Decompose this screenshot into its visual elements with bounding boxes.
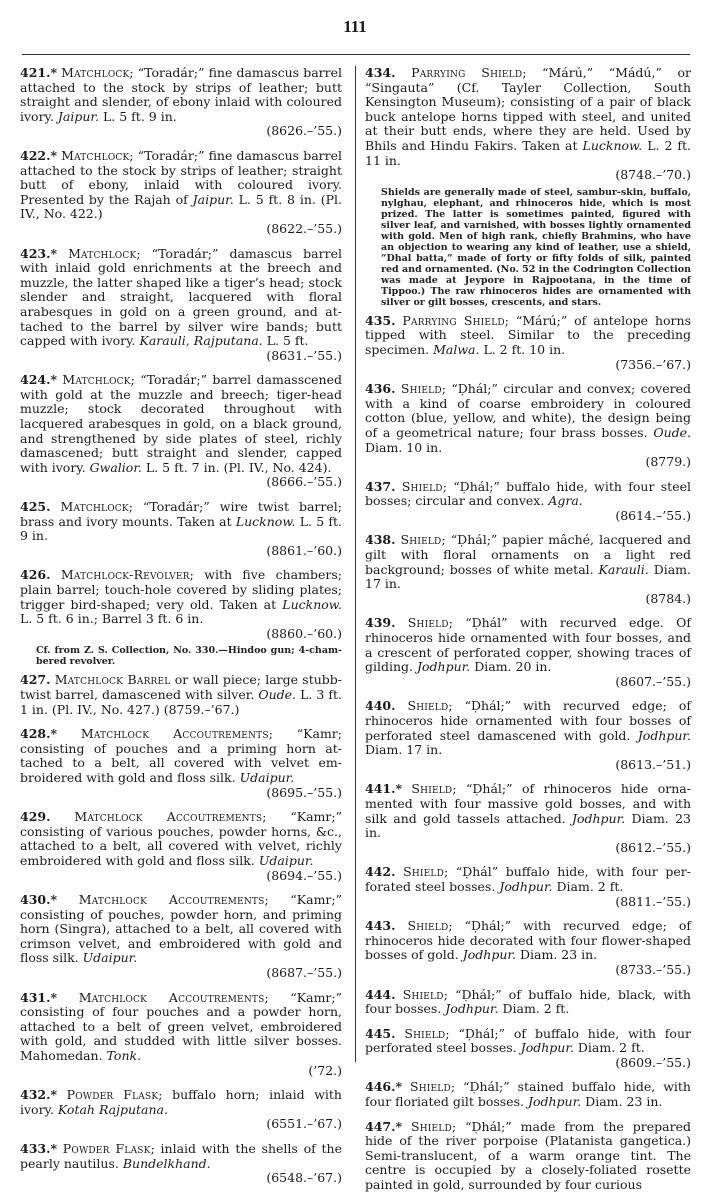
entry-title: Shield [402,986,444,1002]
entry-note: Cf. from Z. S. Collection, No. 330.—Hindoo gun; 4-chambered revolver. [36,645,342,668]
entry-reference: (8733.–’55.) [615,961,691,977]
entry-description: ; “Ḍhál;” of buffalo hide, with four perforated steel bosses. [365,1025,691,1056]
entry-description: ; “Kamr;” consisting of pouches, powder horn, and priming horn (Singra), attached to a belt, all covered with crimson velvet, and embroidered with gold and floss silk. [20,892,342,966]
entry-reference: (8695.–’55.) [266,784,342,800]
entry-number: 425. [20,499,51,515]
entry-dimensions: L. 2 ft. 11 in. [365,137,692,168]
entry-reference: (8609.–’55.) [615,1054,691,1070]
entry-dimensions: Diam. 2 ft. [556,878,624,894]
entry-description: ; with five chambers; plain barrel; touch-hole covered by sliding plates; trigger bird-shaped; very old. Taken at [20,567,342,612]
catalogue-entry [365,480,691,524]
entry-description: ; “Ḍhál;” with recurved edge; of rhinoceros hide ornamented with four bosses of perforated steel damascened with gold. [365,698,691,743]
entry-reference: (8784.) [645,590,691,606]
entry-number: 428.* [20,726,57,742]
entry-description: ; “Márú;” of antelope horns tipped with steel. Similar to the preceding specimen. [365,312,691,357]
entry-number: 446.* [365,1079,402,1095]
entry-number: 429. [20,809,51,825]
entry-place: Agra. [548,493,583,509]
entry-title: Shield [407,698,449,714]
catalogue-entry [20,373,342,490]
entry-number: 430.* [20,892,57,908]
header-rule [22,54,690,55]
entry-place: Karauli, Rajputana. [139,333,263,349]
entry-description: ; “Márú,” “Mádú,” or “Singauta” (Cf. Tayler Collection, South Kensington Museum); consisting of a pair of black buck antelope horns tipped with steel, and united at their butt ends, where they are held. Used by Bhils and Hindu Fakirs. Taken at [365,65,691,153]
entry-title: Shield [400,381,442,397]
entry-description: ; “Ḍhál” with recurved edge. Of rhinoceros hide ornamented with four bosses, and a crescent of perforated copper, showing traces of gilding. [365,615,691,675]
catalogue-entry [20,66,342,139]
entry-dimensions: Diam. 2 ft. [577,1040,645,1056]
entry-reference: (7356.–’67.) [615,356,691,372]
entry-reference: (8811.–’55.) [615,893,691,909]
catalogue-entry [365,382,691,470]
entry-place: Jodhpur. [637,727,691,743]
entry-title: Matchlock [68,245,137,261]
entry-description: ; “Kamr; consisting of pouches and a priming horn attached to a belt, all covered with velvet embroidered with gold and floss silk. [20,726,342,785]
catalogue-entry [20,991,342,1079]
catalogue-entry [365,865,691,909]
entry-gap [20,1190,342,1196]
entry-reference: (8748.–’70.) [615,167,691,183]
page-number: 111 [343,17,367,36]
entry-number: 436. [365,381,396,397]
entry-place: Malwa. [433,341,480,357]
entry-number: 437. [365,478,396,494]
entry-reference: (6551.–’67.) [266,1116,342,1132]
entry-reference: (8622.–’55.) [266,220,342,236]
entry-place: Jodhpur. [571,810,626,826]
entry-description: ; “Kamr;” consisting of various pouches, powder horns, &c., attached to a belt, all covered with velvet, richly embroidered with gold and floss silk. [20,809,342,868]
entry-description: ; “Ḍhál;” of rhinoceros hide ornamented with four massive gold bosses, and with silk and gold tassels attached. [365,781,691,826]
entry-place: Gwalior. [89,459,142,475]
catalogue-entry [365,616,691,689]
entry-title: Matchlock Accoutrements [80,726,269,742]
entry-dimensions: Diam. 17 in. [365,561,691,592]
entry-dimensions: Diam. 2 ft. [502,1001,570,1017]
catalogue-entry [20,727,342,800]
entry-dimensions: Diam. 10 in. [365,439,443,455]
entry-title: Shield [403,864,444,880]
entry-place: Udaipur. [239,769,295,785]
entry-description: ; “Toradár;” fine damascus barrel attached to the stock by strips of leather; butt straight and slender, of ebony inlaid with coloured ivory. [20,65,342,124]
entry-title: Shield [411,781,453,797]
entry-description: ; “Toradár;” damascus barrel with inlaid gold enrichments at the breech and muzzle, the latter shaped like a tiger’s head; stock slender and straight, lacquered with floral arabesques in gold on a green ground, and attached to the barrel by silver wire bands; butt capped with ivory. [20,245,342,349]
entry-number: 427. [20,672,51,688]
entry-title: Matchlock-Revolver [60,567,190,583]
entry-dimensions: L. 5 ft. 9 in. [20,513,342,544]
entry-description: or wall piece; large stubb-twist barrel, damascened with silver. [20,672,342,702]
entry-dimensions: Diam. 20 in. [474,659,552,675]
entry-title: Shield [407,918,449,934]
left-column [20,66,342,1196]
entry-title: Shield [404,1025,446,1041]
catalogue-entry [20,568,342,641]
entry-title: Shield [407,615,449,631]
entry-description: ; “Toradár;” fine damascus barrel attached to the stock by strips of leather; straight butt of ebony, inlaid with coloured ivory. Presented by the Rajah of [20,147,342,207]
entry-dimensions: L. 3 ft. 1 in. (Pl. IV., No. 427.) (8759.–’67.) [20,686,342,717]
entry-place: Kotah Rajputana. [57,1101,168,1117]
entry-place: Oude. [653,424,691,440]
entry-dimensions: Diam. 23 in. [519,947,598,963]
entry-title: Shield [400,532,442,548]
entry-title: Matchlock Accoutrements [74,809,263,825]
entry-title: Shield [409,1079,451,1095]
entry-place: Lucknow. [582,137,643,153]
entry-dimensions: L. 5 ft. 9 in. [103,108,177,124]
entry-title: Matchlock [62,372,131,388]
entry-reference: (8687.–’55.) [266,965,342,981]
entry-place: Lucknow. [235,513,296,529]
catalogue-entry [365,699,691,772]
entry-reference: (8626.–’55.) [266,123,342,139]
column-divider [355,66,356,1062]
entry-place: Udaipur. [258,852,314,868]
entry-title: Matchlock Accoutrements [78,892,265,908]
entry-reference: (8613.–’51.) [615,756,691,772]
entry-reference: (’72.) [308,1062,342,1078]
entry-reference: (8861.–’60.) [266,542,342,558]
entry-dimensions: Diam. 23 in. [365,810,691,841]
entry-place: Jodhpur. [462,947,516,963]
entry-number: 433.* [20,1141,57,1156]
entry-number: 422.* [20,147,57,163]
catalogue-entry [365,1080,691,1109]
entry-dimensions: L. 5 ft. 7 in. (Pl. IV., No. 424). [145,459,332,475]
catalogue-entry [365,782,691,855]
catalogue-entry [20,500,342,558]
entry-place: Bundelkhand. [122,1155,211,1171]
entry-description: ; “Ḍhál;” of buffalo hide, black, with four bosses. [365,986,691,1017]
entry-number: 423.* [20,245,57,261]
entry-description: ; inlaid with the shells of the pearly nautilus. [20,1141,342,1171]
entry-description: ; “Ḍhál;” papier mâché, lacquered and gilt with floral ornaments on a light red background; bosses of white metal. [365,532,691,577]
entry-title: Matchlock [61,65,130,80]
entry-reference: (8694.–’55.) [266,867,342,883]
entry-description: ; “Kamr;” consisting of four pouches and a powder horn, attached to a belt of green velvet, embroidered with gold, and studded with little silver bosses. Mahomedan. [20,989,342,1064]
entry-title: Shield [401,478,443,494]
entry-number: 440. [365,698,396,714]
catalogue-entry [365,533,691,606]
entry-number: 435. [365,312,396,328]
entry-description: ; “Ḍhál;” made from the prepared hide of the river porpoise (Platanista gangetica.) Semi-translucent, of a warm orange tint. The centre is occupied by a closely-foliated rosette painted in gold, surrounded by four curious [365,1118,691,1193]
entry-number: 432.* [20,1087,57,1103]
entry-number: 424.* [20,372,57,388]
entry-dimensions: L. 5 ft. [266,333,309,349]
right-column [365,66,691,1203]
entry-reference: (8631.–’55.) [266,347,342,363]
catalogue-entry [365,1027,691,1071]
entry-dimensions: Diam. 17 in. [365,742,443,758]
entry-place: Tonk. [106,1048,142,1064]
entry-number: 439. [365,615,396,631]
entry-reference: (8614.–’55.) [615,507,691,523]
entry-dimensions: L. 5 ft. 6 in.; Barrel 3 ft. 6 in. [20,611,204,627]
entry-description: ; “Ḍhál” buffalo hide, with four perforated steel bosses. [365,864,691,894]
catalogue-entry [365,314,691,372]
entry-dimensions: Diam. 23 in. [585,1094,663,1110]
entry-title: Powder Flask [62,1141,151,1156]
entry-gap [365,1197,691,1203]
entry-number: 442. [365,864,396,880]
entry-number: 444. [365,986,396,1002]
entry-number: 434. [365,65,396,80]
entry-title: Parrying Shield [411,65,523,80]
entry-dimensions: L. 5 ft. 8 in. (Pl. IV., No. 422.) [20,191,342,222]
entry-title: Parrying Shield [402,312,505,328]
entry-number: 421.* [20,65,57,80]
entry-description: ; “Ḍhál;” buffalo hide, with four steel bosses; circular and convex. [365,478,691,509]
catalogue-entry [365,919,691,977]
entry-description: ; “Ḍhál;” stained buffalo hide, with four floriated gilt bosses. [365,1079,691,1110]
entry-reference: (6548.–’67.) [266,1170,342,1186]
entry-title: Matchlock Barrel [54,672,171,688]
entry-description: ; “Ḍhál;” circular and convex; covered with a kind of coarse embroidery in coloured cotton (blue, yellow, and white), the design being of a geometrical nature; four brass bosses. [365,381,691,440]
entry-place: Jodhpur. [417,659,471,675]
catalogue-entry [365,66,691,183]
entry-number: 431.* [20,989,57,1005]
entry-number: 445. [365,1025,396,1041]
entry-title: Matchlock Accoutrements [78,989,265,1005]
entry-title: Powder Flask [66,1087,159,1103]
entry-description: ; “Toradár;” barrel damasscened with gold at the muzzle and breech; tiger-head muzzle; stock decorated throughout with lacquered arabesques in gold, on a black ground, and strengthened by side plates of steel, richly damascened; butt straight and slender, capped with ivory. [20,372,342,475]
entry-place: Lucknow. [282,596,342,612]
entry-description: ; buffalo horn; inlaid with ivory. [20,1087,342,1117]
catalogue-entry [20,1088,342,1132]
catalogue-entry [20,1142,342,1186]
entry-number: 441.* [365,781,402,797]
entry-note: Shields are generally made of steel, sambur-skin, buffalo, nylghau, elephant, and rhinoceros hide, which is most prized. The latter is sometimes painted, figured with silver leaf, and varnished, with bosses lightly ornamented with gold. Men of high rank, chiefly Brahmins, who have an objection to wearing any kind of leather, use a shield, “Dhal batta,” made of forty or fifty folds of silk, painted red and ornamented. (No. 52 in the Codrington Collection was made at Jeypore in Rajpootana, in the time of Tippoo.) The raw rhinoceros hides are ornamented with silver or gilt bosses, crescents, and stars. [381,186,691,308]
catalogue-entry [20,247,342,364]
entry-title: Matchlock [61,147,130,163]
entry-place: Jodhpur. [499,878,553,894]
catalogue-entry [20,893,342,981]
entry-place: Jodhpur. [527,1094,582,1110]
entry-title: Shield [410,1118,452,1134]
entry-number: 447.* [365,1118,402,1134]
entry-reference: (8779.) [645,454,691,470]
entry-place: Jodhpur. [520,1040,574,1056]
entry-place: Jaipur. [57,108,100,124]
catalogue-entry [20,810,342,883]
entry-place: Karauli. [598,561,649,577]
entry-reference: (8860.–’60.) [266,625,342,641]
catalogue-entry [20,673,342,717]
entry-reference: (8607.–’55.) [615,673,691,689]
catalogue-entry [365,1120,691,1193]
entry-title: Matchlock [60,499,129,515]
entry-place: Udaipur. [82,950,138,966]
entry-place: Jodhpur. [445,1001,499,1017]
entry-reference: (8666.–’55.) [266,474,342,490]
entry-reference: (8612.–’55.) [615,839,691,855]
catalogue-entry [365,988,691,1017]
entry-description: ; “Toradár;” wire twist barrel; brass and ivory mounts. Taken at [20,499,342,529]
catalogue-entry [20,149,342,237]
entry-description: ; “Ḍhál;” with recurved edge; of rhinoceros hide decorated with four flower-shaped bosses of gold. [365,918,691,963]
entry-number: 438. [365,532,396,548]
entry-place: Oude. [258,686,297,702]
entry-place: Jaipur. [192,191,234,207]
entry-dimensions: L. 2 ft. 10 in. [483,341,566,357]
entry-number: 426. [20,567,51,583]
entry-number: 443. [365,918,396,934]
